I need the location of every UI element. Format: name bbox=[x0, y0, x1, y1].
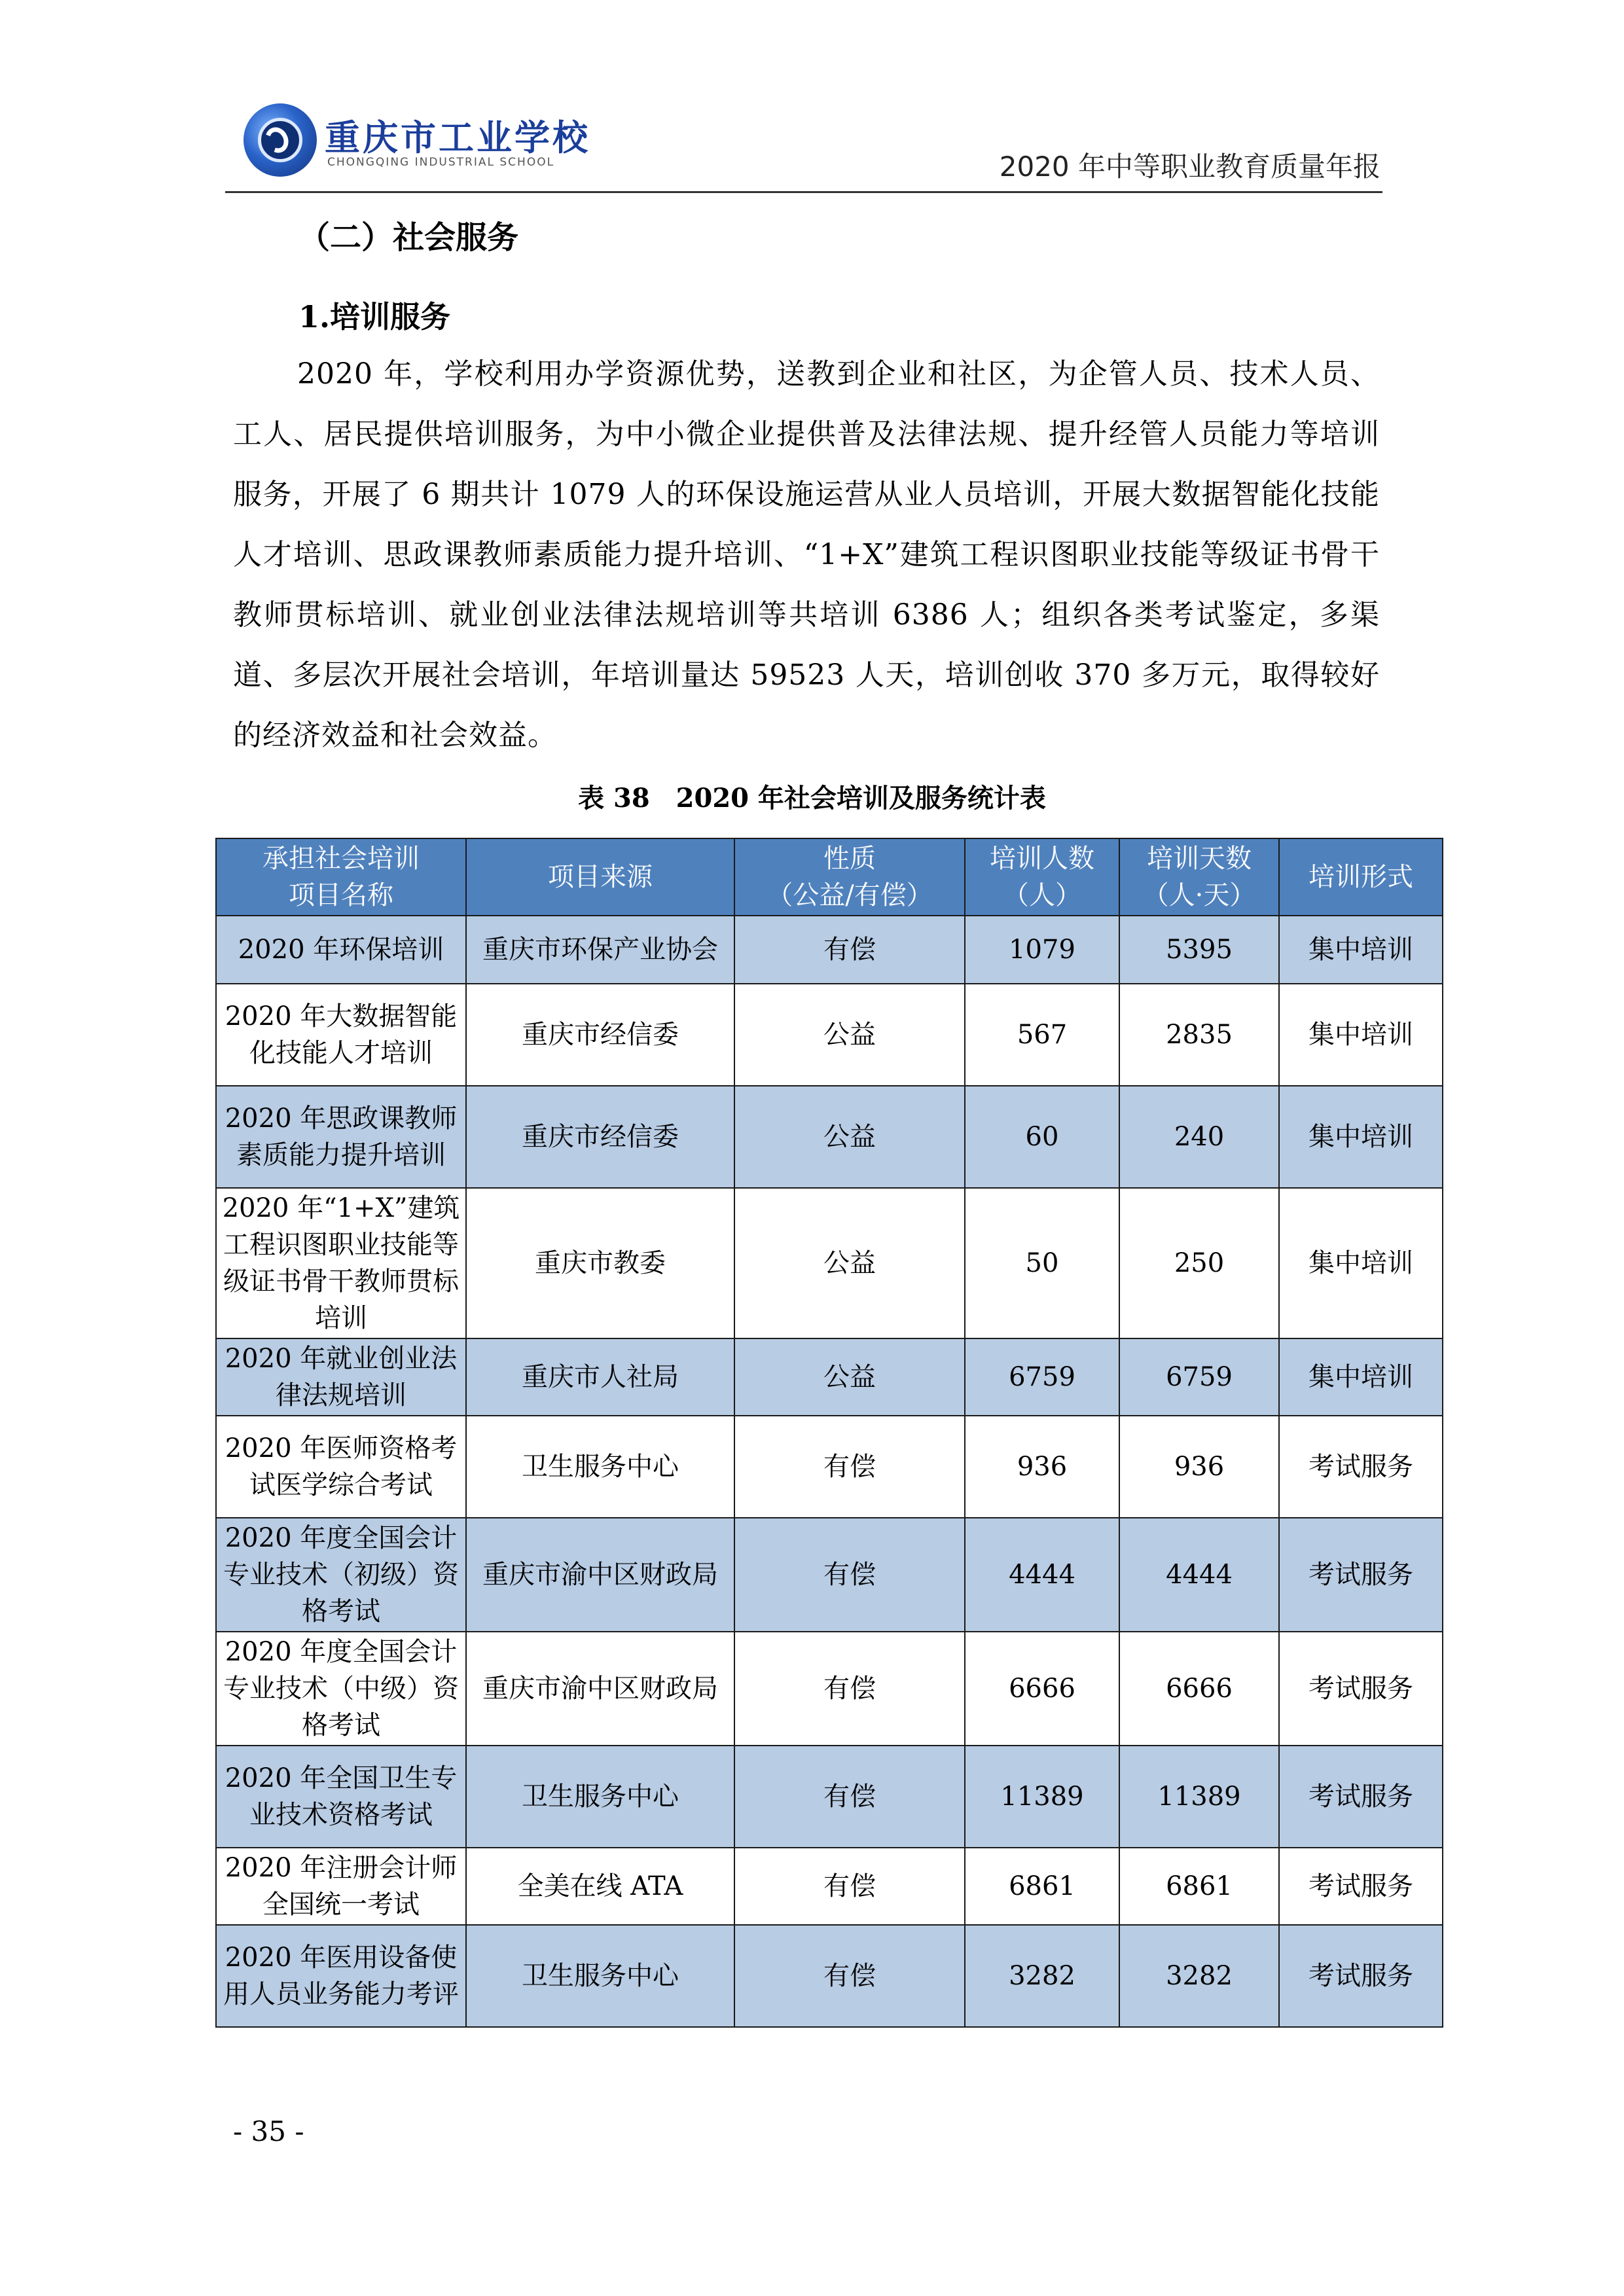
table-cell-name: 2020 年度全国会计专业技术（初级）资格考试 bbox=[216, 1518, 466, 1632]
school-name: 重庆市工业学校 bbox=[325, 117, 590, 158]
table-caption: 表 38 2020 年社会培训及服务统计表 bbox=[578, 783, 1046, 814]
table-cell-nature: 有偿 bbox=[734, 916, 965, 984]
table-cell-people: 6759 bbox=[965, 1338, 1119, 1416]
table-cell-days: 6861 bbox=[1119, 1848, 1279, 1925]
table-row bbox=[216, 916, 1443, 984]
table-cell-source: 重庆市经信委 bbox=[466, 984, 734, 1086]
table-cell-form: 集中培训 bbox=[1279, 1086, 1443, 1188]
table-row bbox=[216, 1416, 1443, 1518]
column-header-sublabel: （人） bbox=[1003, 880, 1081, 910]
table-cell-people: 11389 bbox=[965, 1746, 1119, 1848]
table-body bbox=[216, 916, 1443, 2027]
table-cell-people: 567 bbox=[965, 984, 1119, 1086]
table-cell-name: 2020 年全国卫生专业技术资格考试 bbox=[216, 1746, 466, 1848]
column-header bbox=[965, 838, 1119, 916]
table-cell-form: 集中培训 bbox=[1279, 1188, 1443, 1338]
column-header bbox=[216, 838, 466, 916]
table-cell-source: 重庆市渝中区财政局 bbox=[466, 1632, 734, 1746]
table-cell-nature: 有偿 bbox=[734, 1518, 965, 1632]
table-cell-source: 重庆市渝中区财政局 bbox=[466, 1518, 734, 1632]
column-header bbox=[1119, 838, 1279, 916]
column-header-sublabel: （公益/有偿） bbox=[767, 880, 933, 910]
table-cell-nature: 有偿 bbox=[734, 1925, 965, 2027]
table-cell-people: 1079 bbox=[965, 916, 1119, 984]
table-cell-nature: 公益 bbox=[734, 1188, 965, 1338]
column-header-label: 性质 bbox=[823, 844, 876, 874]
table-cell-form: 集中培训 bbox=[1279, 984, 1443, 1086]
table-cell-form: 考试服务 bbox=[1279, 1746, 1443, 1848]
table-cell-people: 6666 bbox=[965, 1632, 1119, 1746]
column-header-sublabel: （人·天） bbox=[1142, 880, 1256, 910]
table-cell-source: 卫生服务中心 bbox=[466, 1416, 734, 1518]
column-header-label: 培训人数 bbox=[990, 844, 1094, 874]
table-cell-nature: 公益 bbox=[734, 1338, 965, 1416]
table-cell-nature: 公益 bbox=[734, 1086, 965, 1188]
subsection-heading: 1.培训服务 bbox=[298, 299, 451, 334]
table-cell-name: 2020 年“1+X”建筑工程识图职业技能等级证书骨干教师贯标培训 bbox=[216, 1188, 466, 1338]
table-cell-name: 2020 年环保培训 bbox=[216, 916, 466, 984]
table-cell-days: 936 bbox=[1119, 1416, 1279, 1518]
table-cell-days: 6666 bbox=[1119, 1632, 1279, 1746]
table-cell-nature: 公益 bbox=[734, 984, 965, 1086]
table-cell-name: 2020 年大数据智能化技能人才培训 bbox=[216, 984, 466, 1086]
table-cell-form: 考试服务 bbox=[1279, 1518, 1443, 1632]
training-stats-table bbox=[215, 838, 1443, 2028]
school-emblem-icon bbox=[244, 103, 317, 177]
section-heading: （二）社会服务 bbox=[298, 219, 519, 256]
school-name-english: CHONGQING INDUSTRIAL SCHOOL bbox=[327, 156, 555, 169]
table-cell-name: 2020 年医师资格考试医学综合考试 bbox=[216, 1416, 466, 1518]
table-cell-nature: 有偿 bbox=[734, 1632, 965, 1746]
table-cell-people: 936 bbox=[965, 1416, 1119, 1518]
column-header-sublabel: 项目名称 bbox=[289, 880, 393, 910]
body-paragraph: 2020 年，学校利用办学资源优势，送教到企业和社区，为企管人员、技术人员、工人、居民提供培训服务，为中小微企业提供普及法律法规、提升经管人员能力等培训服务，开展了 6 期共计 1079 人的环保设施运营从业人员培训，开展大数据智能化技能人才培训、思政课教师素质能力提升培训、“1+X”建筑工程识图职业技能等级证书骨干教师贯标培训、就业创业法律法规培训等共培训 6386 人；组织各类考试鉴定，多渠道、多层次开展社会培训，年培训量达 59523 人天，培训创收 370 多万元，取得较好的经济效益和社会效益。 bbox=[233, 357, 1380, 752]
column-header bbox=[1279, 838, 1443, 916]
table-cell-people: 50 bbox=[965, 1188, 1119, 1338]
column-header-label: 承担社会培训 bbox=[262, 844, 420, 874]
table-row bbox=[216, 984, 1443, 1086]
table-cell-source: 全美在线 ATA bbox=[466, 1848, 734, 1925]
table-cell-source: 重庆市教委 bbox=[466, 1188, 734, 1338]
table-row bbox=[216, 1188, 1443, 1338]
table-cell-nature: 有偿 bbox=[734, 1848, 965, 1925]
column-header bbox=[466, 838, 734, 916]
school-logo bbox=[244, 103, 610, 181]
table-cell-name: 2020 年医用设备使用人员业务能力考评 bbox=[216, 1925, 466, 2027]
table-cell-name: 2020 年思政课教师素质能力提升培训 bbox=[216, 1086, 466, 1188]
table-cell-form: 考试服务 bbox=[1279, 1848, 1443, 1925]
table-cell-days: 250 bbox=[1119, 1188, 1279, 1338]
report-title: 2020 年中等职业教育质量年报 bbox=[999, 151, 1380, 183]
table-header-row bbox=[216, 838, 1443, 916]
column-header-label: 培训天数 bbox=[1147, 844, 1252, 874]
table-cell-form: 考试服务 bbox=[1279, 1632, 1443, 1746]
table-cell-days: 5395 bbox=[1119, 916, 1279, 984]
table-cell-people: 4444 bbox=[965, 1518, 1119, 1632]
table-row bbox=[216, 1338, 1443, 1416]
column-header bbox=[734, 838, 965, 916]
table-cell-nature: 有偿 bbox=[734, 1416, 965, 1518]
header-divider bbox=[225, 191, 1382, 193]
table-cell-name: 2020 年度全国会计专业技术（中级）资格考试 bbox=[216, 1632, 466, 1746]
column-header-label: 培训形式 bbox=[1308, 862, 1413, 892]
table-cell-source: 重庆市人社局 bbox=[466, 1338, 734, 1416]
table-row bbox=[216, 1746, 1443, 1848]
table-cell-days: 11389 bbox=[1119, 1746, 1279, 1848]
table-cell-days: 4444 bbox=[1119, 1518, 1279, 1632]
table-cell-form: 集中培训 bbox=[1279, 1338, 1443, 1416]
table-row bbox=[216, 1086, 1443, 1188]
table-cell-form: 集中培训 bbox=[1279, 916, 1443, 984]
table-row bbox=[216, 1925, 1443, 2027]
table-row bbox=[216, 1848, 1443, 1925]
table-cell-people: 6861 bbox=[965, 1848, 1119, 1925]
table-cell-days: 2835 bbox=[1119, 984, 1279, 1086]
table-cell-form: 考试服务 bbox=[1279, 1416, 1443, 1518]
table-cell-source: 卫生服务中心 bbox=[466, 1925, 734, 2027]
table-cell-name: 2020 年注册会计师全国统一考试 bbox=[216, 1848, 466, 1925]
table-cell-source: 重庆市经信委 bbox=[466, 1086, 734, 1188]
table-cell-days: 3282 bbox=[1119, 1925, 1279, 2027]
table-cell-people: 60 bbox=[965, 1086, 1119, 1188]
table-cell-nature: 有偿 bbox=[734, 1746, 965, 1848]
table-cell-form: 考试服务 bbox=[1279, 1925, 1443, 2027]
column-header-label: 项目来源 bbox=[548, 862, 653, 892]
table-cell-days: 240 bbox=[1119, 1086, 1279, 1188]
table-cell-source: 卫生服务中心 bbox=[466, 1746, 734, 1848]
table-cell-source: 重庆市环保产业协会 bbox=[466, 916, 734, 984]
table-cell-days: 6759 bbox=[1119, 1338, 1279, 1416]
table-cell-people: 3282 bbox=[965, 1925, 1119, 2027]
table-row bbox=[216, 1518, 1443, 1632]
table-row bbox=[216, 1632, 1443, 1746]
page-number: - 35 - bbox=[233, 2115, 304, 2147]
table-cell-name: 2020 年就业创业法律法规培训 bbox=[216, 1338, 466, 1416]
